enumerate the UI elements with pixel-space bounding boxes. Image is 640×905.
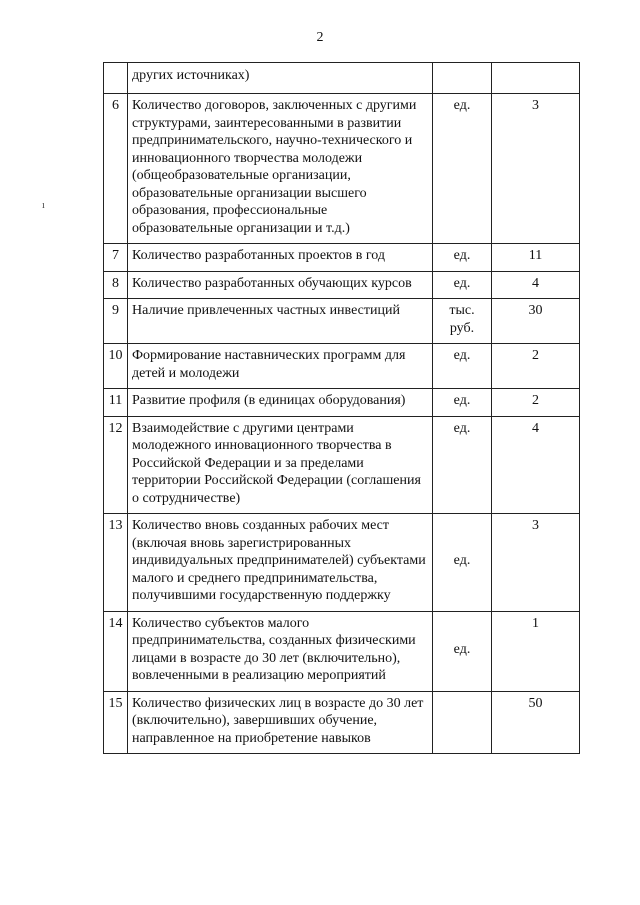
indicator-name: Взаимодействие с другими центрами молодежного инновационного творчества в Российской Федерации и за пределами территории Российской Федерации (соглашения о сотрудничестве) bbox=[128, 416, 433, 514]
unit-of-measure: тыс. руб. bbox=[433, 299, 492, 344]
row-number: 10 bbox=[104, 344, 128, 389]
indicator-name: Количество физических лиц в возрасте до 30 лет (включительно), завершивших обучение, направленное на приобретение навыков bbox=[128, 691, 433, 754]
row-number: 7 bbox=[104, 244, 128, 272]
unit-of-measure bbox=[433, 691, 492, 754]
row-number: 13 bbox=[104, 514, 128, 612]
table-row bbox=[104, 611, 580, 691]
row-number: 11 bbox=[104, 389, 128, 417]
table-row bbox=[104, 271, 580, 299]
table-row bbox=[104, 94, 580, 244]
indicator-name: Количество разработанных обучающих курсов bbox=[128, 271, 433, 299]
indicator-value: 2 bbox=[492, 344, 580, 389]
indicator-name: Развитие профиля (в единицах оборудования) bbox=[128, 389, 433, 417]
indicator-name: Количество вновь созданных рабочих мест (включая вновь зарегистрированных индивидуальных предпринимателей) субъектами малого и среднего предпринимательства, получившими государственную поддержку bbox=[128, 514, 433, 612]
indicator-value: 4 bbox=[492, 271, 580, 299]
scan-mark: ı bbox=[42, 200, 45, 211]
unit-of-measure: ед. bbox=[433, 271, 492, 299]
indicator-value: 11 bbox=[492, 244, 580, 272]
row-number: 15 bbox=[104, 691, 128, 754]
row-number: 9 bbox=[104, 299, 128, 344]
indicator-value: 30 bbox=[492, 299, 580, 344]
indicator-name: Количество договоров, заключенных с другими структурами, заинтересованными в развитии предпринимательского, научно-технического и инновационного творчества молодежи (общеобразовательные организации, образовательные организации высшего образования, профессиональные образовательные организации и т.д.) bbox=[128, 94, 433, 244]
table-row bbox=[104, 514, 580, 612]
unit-of-measure: ед. bbox=[433, 344, 492, 389]
indicators-table bbox=[103, 62, 580, 754]
indicator-name: Количество разработанных проектов в год bbox=[128, 244, 433, 272]
row-number: 6 bbox=[104, 94, 128, 244]
unit-of-measure bbox=[433, 63, 492, 94]
table-row bbox=[104, 63, 580, 94]
row-number bbox=[104, 63, 128, 94]
unit-of-measure: ед. bbox=[433, 389, 492, 417]
indicator-name: Наличие привлеченных частных инвестиций bbox=[128, 299, 433, 344]
unit-of-measure: ед. bbox=[433, 244, 492, 272]
indicator-value: 2 bbox=[492, 389, 580, 417]
table-row bbox=[104, 344, 580, 389]
page-number: 2 bbox=[316, 30, 324, 45]
indicator-value: 1 bbox=[492, 611, 580, 691]
indicator-value bbox=[492, 63, 580, 94]
table-row bbox=[104, 299, 580, 344]
indicator-name: Количество субъектов малого предпринимательства, созданных физическими лицами в возрасте до 30 лет (включительно), вовлеченными в реализацию мероприятий bbox=[128, 611, 433, 691]
table-row bbox=[104, 416, 580, 514]
table-row bbox=[104, 691, 580, 754]
unit-of-measure: ед. bbox=[433, 611, 492, 691]
row-number: 8 bbox=[104, 271, 128, 299]
indicator-value: 3 bbox=[492, 514, 580, 612]
indicator-value: 3 bbox=[492, 94, 580, 244]
indicator-name: других источниках) bbox=[128, 63, 433, 94]
unit-of-measure: ед. bbox=[433, 416, 492, 514]
unit-of-measure: ед. bbox=[433, 514, 492, 612]
row-number: 14 bbox=[104, 611, 128, 691]
table-row bbox=[104, 389, 580, 417]
row-number: 12 bbox=[104, 416, 128, 514]
indicator-value: 50 bbox=[492, 691, 580, 754]
indicator-value: 4 bbox=[492, 416, 580, 514]
table-row bbox=[104, 244, 580, 272]
indicator-name: Формирование наставнических программ для детей и молодежи bbox=[128, 344, 433, 389]
unit-of-measure: ед. bbox=[433, 94, 492, 244]
